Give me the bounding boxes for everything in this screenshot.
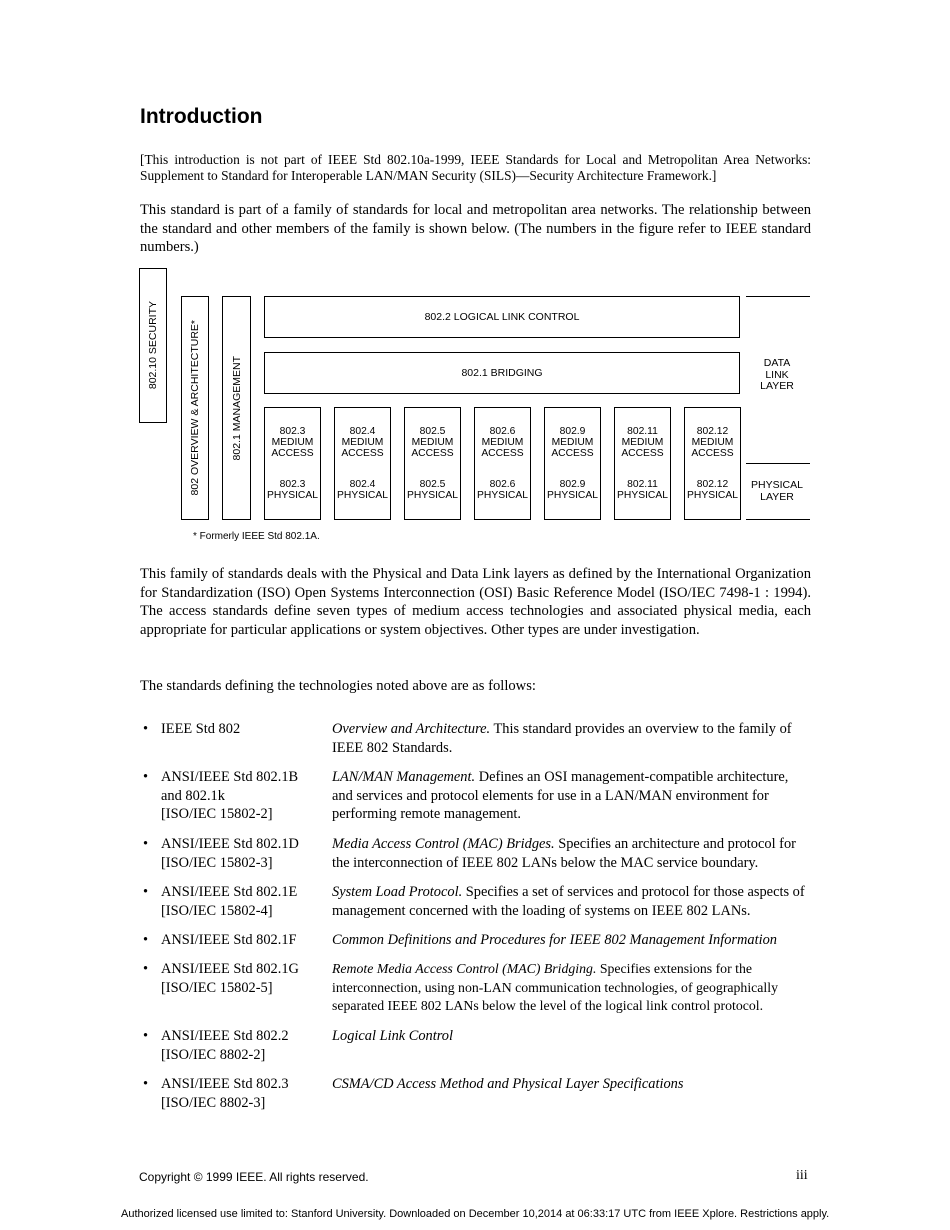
- phy-num: 802.9: [559, 479, 586, 490]
- management-box: [222, 296, 251, 520]
- mac-medium: MEDIUM: [271, 437, 314, 448]
- llc-box: [264, 296, 740, 338]
- mac-access: ACCESS: [341, 448, 384, 459]
- bridging-label: 802.1 BRIDGING: [461, 367, 543, 379]
- standard-description: [332, 835, 812, 872]
- mac-medium: MEDIUM: [341, 437, 384, 448]
- mac-box-802-6: [474, 407, 531, 520]
- standard-name: ANSI/IEEE Std 802.1G [ISO/IEC 15802-5]: [161, 961, 299, 996]
- phy-label: PHYSICAL: [407, 490, 458, 501]
- license-notice: Authorized licensed use limited to: Stanford University. Downloaded on December 10,2014 at 06:33:17 UTC from IEEE Xplore. Restrictions apply.: [121, 1208, 830, 1220]
- standard-description: [332, 768, 812, 824]
- mac-box-802-12: [684, 407, 741, 520]
- intro-note: [This introduction is not part of IEEE Std 802.10a-1999, IEEE Standards for Local and Metropolitan Area Networks: Supplement to Standard for Interoperable LAN/MAN Security (SILS)—Security Architecture Framework.]: [140, 152, 811, 183]
- standard-title: Overview and Architecture.: [332, 721, 491, 737]
- standard-title: Common Definitions and Procedures for IEEE 802 Management Information: [332, 932, 777, 948]
- mac-medium: MEDIUM: [621, 437, 664, 448]
- mac-medium: MEDIUM: [411, 437, 454, 448]
- mac-access: ACCESS: [551, 448, 594, 459]
- phy-num: 802.4: [349, 479, 376, 490]
- standard-description: [332, 1027, 812, 1046]
- phy-label: PHYSICAL: [687, 490, 738, 501]
- phy-label: PHYSICAL: [617, 490, 668, 501]
- layer-line-middle: [746, 463, 810, 464]
- mac-medium: MEDIUM: [551, 437, 594, 448]
- mac-num: 802.4: [349, 426, 376, 437]
- standard-title: Logical Link Control: [332, 1028, 453, 1044]
- mac-access: ACCESS: [691, 448, 734, 459]
- standard-title: CSMA/CD Access Method and Physical Layer Specifications: [332, 1076, 684, 1092]
- standard-description: [332, 720, 812, 757]
- standard-title: Remote Media Access Control (MAC) Bridging.: [332, 961, 597, 976]
- standard-text: Specifies a set of services and protocol for those aspects of management concerned with the loading of systems on IEEE 802 LANs.: [332, 884, 805, 919]
- bullet: •: [143, 836, 149, 852]
- standard-name: ANSI/IEEE Std 802.2 [ISO/IEC 8802-2]: [161, 1028, 289, 1063]
- bullet: •: [143, 932, 149, 948]
- bullet: •: [143, 961, 149, 977]
- standard-title: LAN/MAN Management.: [332, 769, 476, 785]
- mac-box-802-4: [334, 407, 391, 520]
- standard-description: [332, 883, 812, 920]
- diagram-footnote: * Formerly IEEE Std 802.1A.: [193, 531, 320, 542]
- mac-access: ACCESS: [411, 448, 454, 459]
- phy-label: PHYSICAL: [477, 490, 528, 501]
- paragraph-standards-intro: The standards defining the technologies noted above are as follows:: [140, 678, 536, 694]
- standard-name: IEEE Std 802: [161, 721, 241, 737]
- standard-name: ANSI/IEEE Std 802.1F: [161, 932, 297, 948]
- mac-box-802-9: [544, 407, 601, 520]
- standard-name: ANSI/IEEE Std 802.3 [ISO/IEC 8802-3]: [161, 1076, 289, 1111]
- standard-description: [332, 931, 812, 950]
- data-link-layer-label: DATA LINK LAYER: [760, 357, 794, 392]
- overview-box: [181, 296, 209, 520]
- standard-title: System Load Protocol.: [332, 884, 463, 900]
- mac-num: 802.12: [696, 426, 729, 437]
- bullet: •: [143, 884, 149, 900]
- standard-name: ANSI/IEEE Std 802.1E [ISO/IEC 15802-4]: [161, 884, 298, 919]
- phy-label: PHYSICAL: [267, 490, 318, 501]
- standard-text: Specifies an architecture and protocol for the interconnection of IEEE 802 LANs below the MAC service boundary.: [332, 836, 796, 871]
- mac-num: 802.11: [627, 426, 658, 437]
- standard-title: Media Access Control (MAC) Bridges.: [332, 836, 555, 852]
- standard-description: [332, 960, 812, 1016]
- mac-box-802-3: [264, 407, 321, 520]
- mac-access: ACCESS: [481, 448, 524, 459]
- phy-num: 802.6: [489, 479, 516, 490]
- mac-access: ACCESS: [621, 448, 664, 459]
- management-label: 802.1 MANAGEMENT: [230, 355, 243, 461]
- mac-medium: MEDIUM: [691, 437, 734, 448]
- layer-line-bottom: [746, 519, 810, 520]
- standard-text: Defines an OSI management-compatible architecture, and services and protocol elements for use in a LAN/MAN environment for performing remote management.: [332, 769, 789, 822]
- mac-num: 802.3: [279, 426, 306, 437]
- phy-num: 802.11: [627, 479, 658, 490]
- phy-label: PHYSICAL: [337, 490, 388, 501]
- security-box: [139, 268, 167, 423]
- overview-label: 802 OVERVIEW & ARCHITECTURE*: [189, 320, 201, 496]
- phy-num: 802.5: [419, 479, 446, 490]
- standard-text: Specifies extensions for the interconnection, using non-LAN communication technologies, of geographically separated IEEE 802 LANs below the level of the logical link control protocol.: [332, 961, 778, 1013]
- copyright-footer: Copyright © 1999 IEEE. All rights reserved.: [139, 1170, 369, 1184]
- phy-num: 802.3: [279, 479, 306, 490]
- bridging-box: [264, 352, 740, 394]
- llc-label: 802.2 LOGICAL LINK CONTROL: [424, 311, 580, 323]
- page-title: Introduction: [140, 105, 263, 128]
- bullet: •: [143, 1028, 149, 1044]
- mac-num: 802.6: [489, 426, 516, 437]
- page-number: iii: [796, 1168, 808, 1183]
- phy-label: PHYSICAL: [547, 490, 598, 501]
- mac-box-802-5: [404, 407, 461, 520]
- mac-num: 802.5: [419, 426, 446, 437]
- standard-text: This standard provides an overview to the family of IEEE 802 Standards.: [332, 721, 792, 756]
- bullet: •: [143, 1076, 149, 1092]
- paragraph-osi: This family of standards deals with the Physical and Data Link layers as defined by the International Organization for Standardization (ISO) Open Systems Interconnection (OSI) Basic Reference Model (ISO/IEC 7498-1 : 1994). The access standards define seven types of medium access technologies and associated physical media, each appropriate for particular applications or system objectives. Other types are under investigation.: [140, 566, 811, 639]
- physical-layer-label: PHYSICAL LAYER: [751, 479, 803, 503]
- standard-name: ANSI/IEEE Std 802.1D [ISO/IEC 15802-3]: [161, 836, 299, 871]
- bullet: •: [143, 721, 149, 737]
- layer-line-top: [746, 296, 810, 297]
- security-label: 802.10 SECURITY: [147, 301, 159, 390]
- mac-access: ACCESS: [271, 448, 314, 459]
- mac-num: 802.9: [559, 426, 586, 437]
- standard-name: ANSI/IEEE Std 802.1B and 802.1k [ISO/IEC 15802-2]: [161, 769, 299, 822]
- paragraph-family: This standard is part of a family of standards for local and metropolitan area networks. The relationship between the standard and other members of the family is shown below. (The numbers in the figure refer to IEEE standard numbers.): [140, 202, 811, 256]
- bullet: •: [143, 769, 149, 785]
- mac-box-802-11: [614, 407, 671, 520]
- phy-num: 802.12: [696, 479, 729, 490]
- mac-medium: MEDIUM: [481, 437, 524, 448]
- standard-description: [332, 1075, 812, 1094]
